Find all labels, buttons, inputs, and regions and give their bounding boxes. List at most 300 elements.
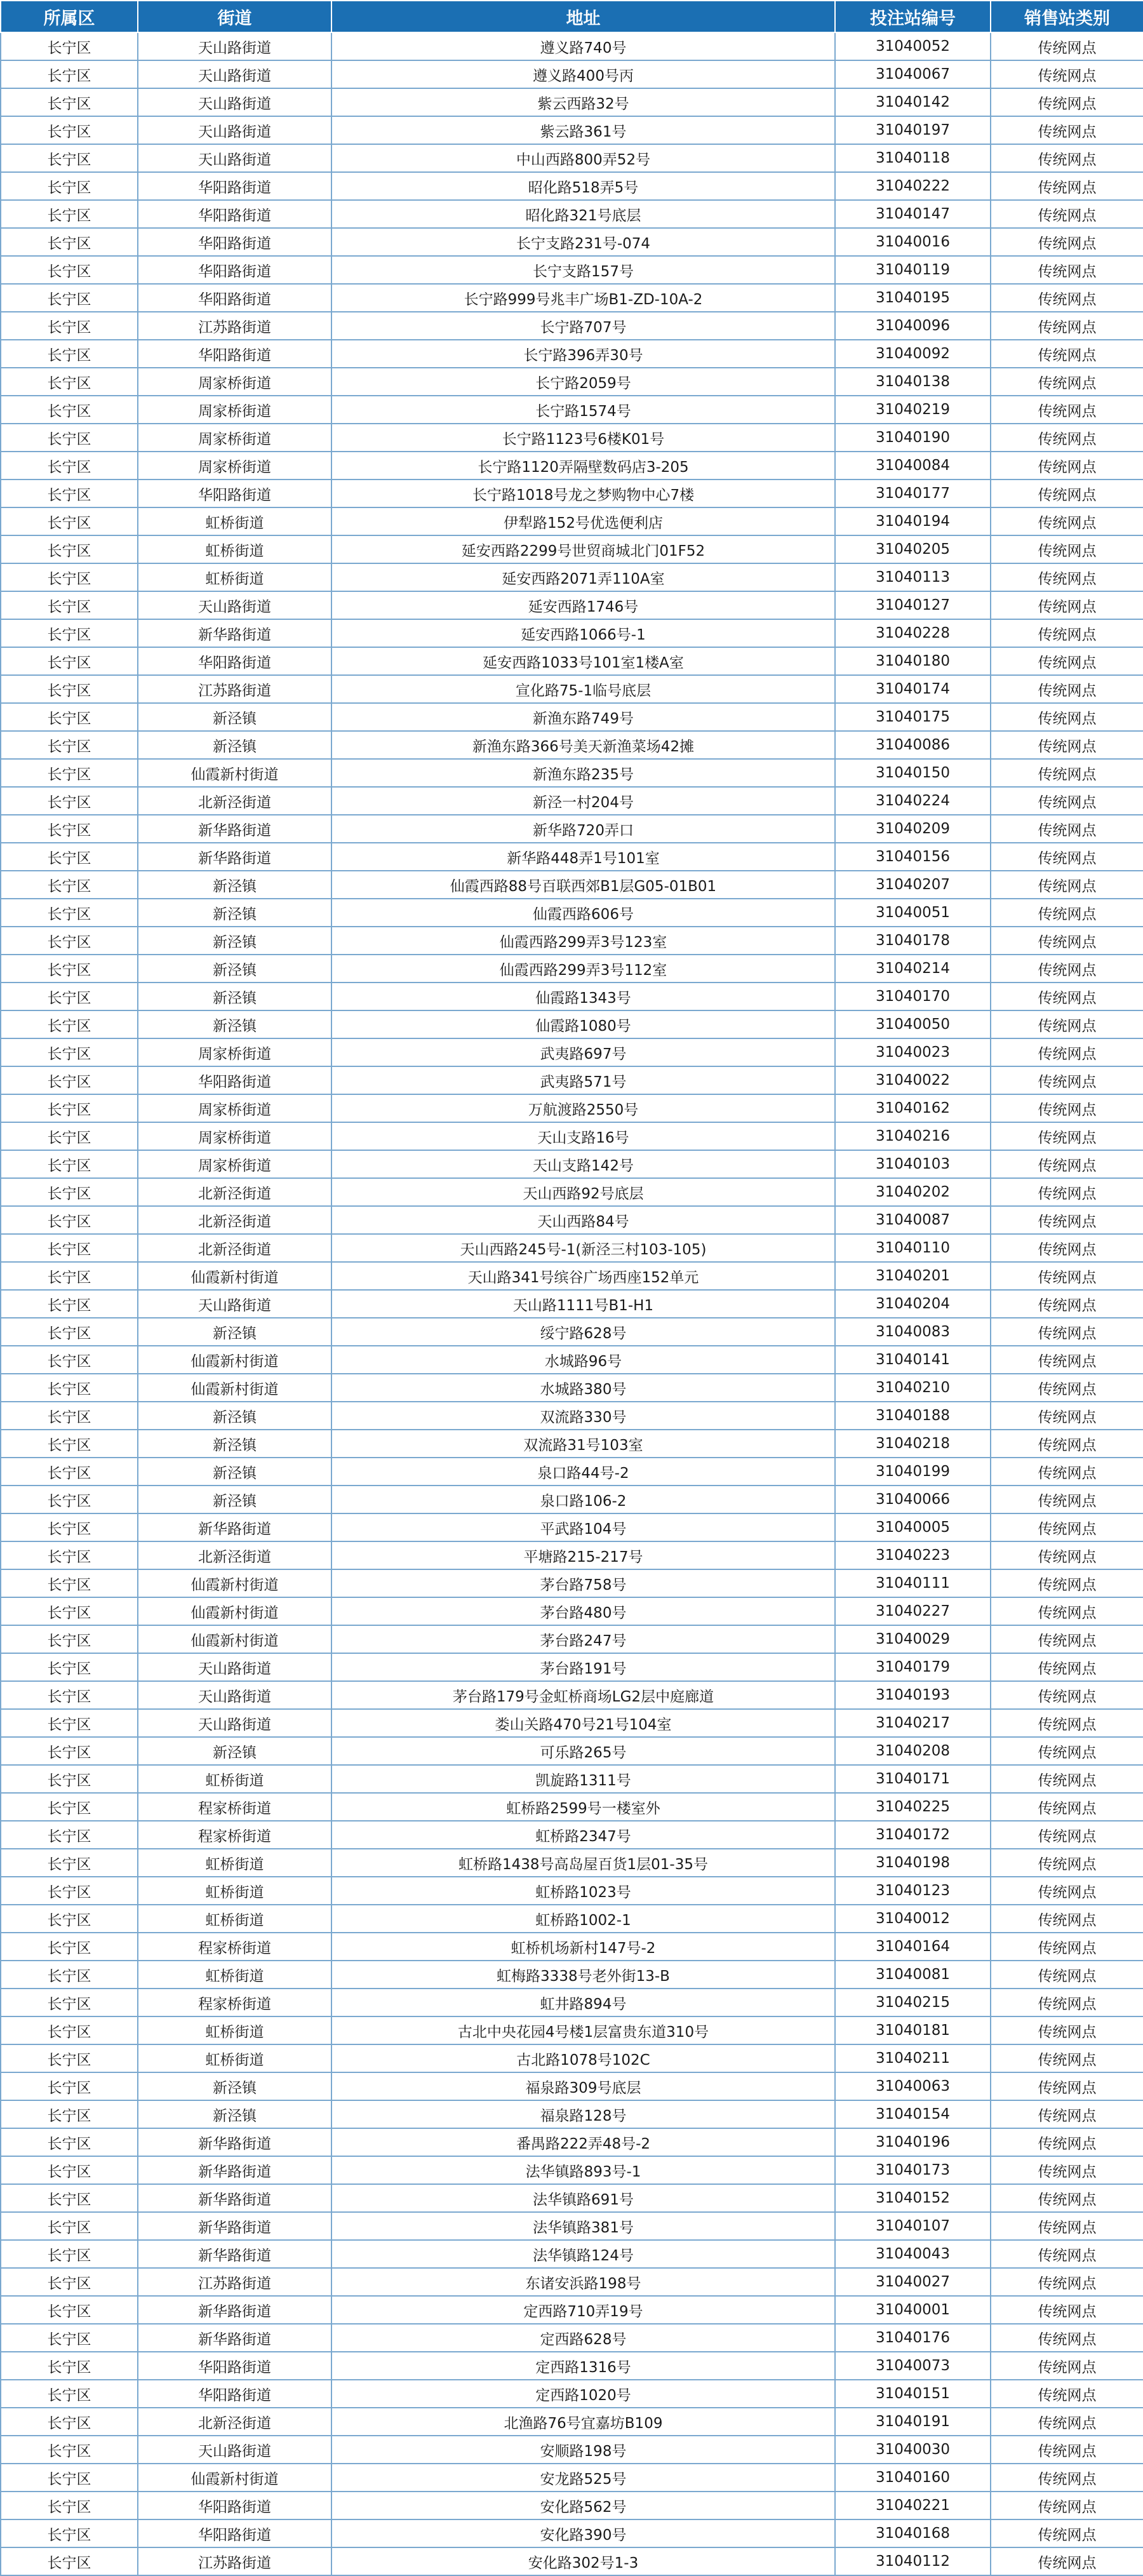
street-cell: 北新泾街道 [138,1178,331,1206]
address-cell: 新渔东路235号 [331,759,835,787]
address-cell: 定西路1020号 [331,2380,835,2408]
address-cell: 长宁支路157号 [331,256,835,284]
station-number-cell: 31040066 [835,1486,991,1513]
station-number-cell: 31040218 [835,1430,991,1458]
district-cell: 长宁区 [1,2156,138,2184]
street-cell: 新泾镇 [138,2072,331,2100]
table-row [1,1374,1143,1402]
station-number-cell: 31040084 [835,452,991,480]
station-type-cell: 传统网点 [991,927,1143,955]
table-row [1,2547,1143,2575]
address-cell: 凯旋路1311号 [331,1765,835,1793]
address-cell: 长宁路999号兆丰广场B1-ZD-10A-2 [331,284,835,312]
station-type-cell: 传统网点 [991,703,1143,731]
station-number-cell: 31040215 [835,1989,991,2016]
address-cell: 仙霞西路299弄3号112室 [331,955,835,983]
address-cell: 茅台路247号 [331,1625,835,1653]
district-cell: 长宁区 [1,2240,138,2268]
street-cell: 天山路街道 [138,2436,331,2464]
street-cell: 虹桥街道 [138,563,331,591]
table-row [1,256,1143,284]
table-row [1,116,1143,144]
address-cell: 茅台路191号 [331,1653,835,1681]
district-cell: 长宁区 [1,1821,138,1849]
station-type-cell: 传统网点 [991,2156,1143,2184]
street-cell: 新泾镇 [138,1458,331,1486]
station-number-cell: 31040194 [835,507,991,535]
address-cell: 虹桥路2599号一楼室外 [331,1793,835,1821]
station-type-cell: 传统网点 [991,1625,1143,1653]
table-row [1,927,1143,955]
address-cell: 昭化路518弄5号 [331,172,835,200]
table-row [1,1290,1143,1318]
address-cell: 茅台路179号金虹桥商场LG2层中庭廊道 [331,1681,835,1709]
table-row [1,1933,1143,1961]
table-row [1,480,1143,507]
table-row [1,88,1143,116]
station-number-cell: 31040142 [835,88,991,116]
table-row [1,1262,1143,1290]
district-cell: 长宁区 [1,1653,138,1681]
station-type-cell: 传统网点 [991,396,1143,424]
station-type-cell: 传统网点 [991,507,1143,535]
street-cell: 华阳路街道 [138,256,331,284]
station-type-cell: 传统网点 [991,2547,1143,2575]
table-row [1,1458,1143,1486]
station-type-cell: 传统网点 [991,1374,1143,1402]
station-number-cell: 31040023 [835,1038,991,1066]
station-number-cell: 31040123 [835,1877,991,1905]
street-cell: 周家桥街道 [138,1094,331,1122]
station-number-cell: 31040177 [835,480,991,507]
table-row [1,1541,1143,1569]
district-cell: 长宁区 [1,1989,138,2016]
street-cell: 新泾镇 [138,927,331,955]
station-type-cell: 传统网点 [991,1597,1143,1625]
district-cell: 长宁区 [1,815,138,843]
table-row [1,2016,1143,2044]
table-row [1,759,1143,787]
station-type-cell: 传统网点 [991,2296,1143,2324]
address-cell: 法华镇路124号 [331,2240,835,2268]
district-cell: 长宁区 [1,1877,138,1905]
station-number-cell: 31040201 [835,1262,991,1290]
station-type-cell: 传统网点 [991,1793,1143,1821]
table-row [1,2296,1143,2324]
table-row [1,1905,1143,1933]
address-cell: 仙霞路1343号 [331,983,835,1010]
district-cell: 长宁区 [1,591,138,619]
district-cell: 长宁区 [1,1150,138,1178]
address-cell: 安化路562号 [331,2492,835,2519]
station-number-cell: 31040118 [835,144,991,172]
table-row [1,2268,1143,2296]
district-cell: 长宁区 [1,1905,138,1933]
district-cell: 长宁区 [1,1765,138,1793]
table-row [1,1821,1143,1849]
station-type-cell: 传统网点 [991,1430,1143,1458]
station-number-cell: 31040217 [835,1709,991,1737]
table-row [1,1010,1143,1038]
address-cell: 紫云西路32号 [331,88,835,116]
station-type-cell: 传统网点 [991,228,1143,256]
district-cell: 长宁区 [1,1486,138,1513]
street-cell: 虹桥街道 [138,507,331,535]
street-cell: 天山路街道 [138,88,331,116]
station-number-cell: 31040224 [835,787,991,815]
address-cell: 新渔东路749号 [331,703,835,731]
district-cell: 长宁区 [1,1541,138,1569]
station-type-cell: 传统网点 [991,955,1143,983]
district-cell: 长宁区 [1,1513,138,1541]
street-cell: 天山路街道 [138,60,331,88]
station-number-cell: 31040214 [835,955,991,983]
station-number-cell: 31040063 [835,2072,991,2100]
street-cell: 新泾镇 [138,2100,331,2128]
district-cell: 长宁区 [1,2464,138,2492]
street-cell: 周家桥街道 [138,368,331,396]
station-number-cell: 31040005 [835,1513,991,1541]
station-type-cell: 传统网点 [991,2492,1143,2519]
station-type-cell: 传统网点 [991,1066,1143,1094]
station-type-cell: 传统网点 [991,2324,1143,2352]
table-row [1,591,1143,619]
station-type-cell: 传统网点 [991,1094,1143,1122]
address-cell: 茅台路480号 [331,1597,835,1625]
district-cell: 长宁区 [1,2268,138,2296]
station-type-cell: 传统网点 [991,1849,1143,1877]
street-cell: 新华路街道 [138,2128,331,2156]
street-cell: 华阳路街道 [138,647,331,675]
street-cell: 虹桥街道 [138,1961,331,1989]
district-cell: 长宁区 [1,1318,138,1346]
street-cell: 华阳路街道 [138,2352,331,2380]
district-cell: 长宁区 [1,1681,138,1709]
table-row [1,787,1143,815]
address-cell: 遵义路740号 [331,32,835,60]
station-type-cell: 传统网点 [991,1905,1143,1933]
station-number-cell: 31040160 [835,2464,991,2492]
table-row [1,1737,1143,1765]
street-cell: 新泾镇 [138,1486,331,1513]
table-row [1,2100,1143,2128]
street-cell: 新泾镇 [138,983,331,1010]
street-cell: 江苏路街道 [138,2547,331,2575]
address-cell: 长宁路1574号 [331,396,835,424]
street-cell: 新华路街道 [138,2184,331,2212]
street-cell: 天山路街道 [138,1653,331,1681]
district-cell: 长宁区 [1,1849,138,1877]
address-cell: 娄山关路470号21号104室 [331,1709,835,1737]
table-row [1,1122,1143,1150]
street-cell: 华阳路街道 [138,480,331,507]
street-cell: 天山路街道 [138,116,331,144]
district-cell: 长宁区 [1,1346,138,1374]
station-number-cell: 31040051 [835,899,991,927]
street-cell: 周家桥街道 [138,424,331,452]
station-number-cell: 31040043 [835,2240,991,2268]
station-number-cell: 31040210 [835,1374,991,1402]
station-number-cell: 31040083 [835,1318,991,1346]
district-cell: 长宁区 [1,2128,138,2156]
district-cell: 长宁区 [1,1374,138,1402]
station-number-cell: 31040147 [835,200,991,228]
street-cell: 天山路街道 [138,1709,331,1737]
station-type-cell: 传统网点 [991,1010,1143,1038]
address-cell: 天山支路142号 [331,1150,835,1178]
address-cell: 虹桥机场新村147号-2 [331,1933,835,1961]
street-cell: 新华路街道 [138,2212,331,2240]
station-number-cell: 31040174 [835,675,991,703]
district-cell: 长宁区 [1,535,138,563]
address-cell: 仙霞西路299弄3号123室 [331,927,835,955]
table-row [1,2436,1143,2464]
station-number-cell: 31040173 [835,2156,991,2184]
street-cell: 天山路街道 [138,144,331,172]
district-cell: 长宁区 [1,200,138,228]
district-cell: 长宁区 [1,1066,138,1094]
table-row [1,2519,1143,2547]
station-type-cell: 传统网点 [991,2464,1143,2492]
station-number-cell: 31040086 [835,731,991,759]
address-cell: 双流路31号103室 [331,1430,835,1458]
station-number-cell: 31040179 [835,1653,991,1681]
table-row [1,172,1143,200]
district-cell: 长宁区 [1,647,138,675]
station-type-cell: 传统网点 [991,2044,1143,2072]
street-cell: 新华路街道 [138,2324,331,2352]
station-number-cell: 31040162 [835,1094,991,1122]
district-cell: 长宁区 [1,2408,138,2436]
header-row [1,1,1143,32]
address-cell: 定西路628号 [331,2324,835,2352]
address-cell: 定西路710弄19号 [331,2296,835,2324]
district-cell: 长宁区 [1,871,138,899]
address-cell: 武夷路571号 [331,1066,835,1094]
station-number-cell: 31040195 [835,284,991,312]
address-cell: 长宁支路231号-074 [331,228,835,256]
table-row [1,1318,1143,1346]
table-row [1,1513,1143,1541]
table-row [1,396,1143,424]
station-number-cell: 31040127 [835,591,991,619]
table-row [1,2156,1143,2184]
street-cell: 仙霞新村街道 [138,1262,331,1290]
street-cell: 仙霞新村街道 [138,1374,331,1402]
table-row [1,2352,1143,2380]
street-cell: 华阳路街道 [138,172,331,200]
station-type-cell: 传统网点 [991,2408,1143,2436]
district-cell: 长宁区 [1,1625,138,1653]
station-number-cell: 31040207 [835,871,991,899]
station-number-cell: 31040168 [835,2519,991,2547]
station-type-cell: 传统网点 [991,368,1143,396]
station-number-cell: 31040178 [835,927,991,955]
street-cell: 新泾镇 [138,955,331,983]
station-type-cell: 传统网点 [991,284,1143,312]
address-cell: 平武路104号 [331,1513,835,1541]
street-cell: 虹桥街道 [138,1877,331,1905]
station-type-cell: 传统网点 [991,647,1143,675]
district-cell: 长宁区 [1,2380,138,2408]
station-number-cell: 31040191 [835,2408,991,2436]
district-cell: 长宁区 [1,340,138,368]
station-type-cell: 传统网点 [991,172,1143,200]
table-row [1,1569,1143,1597]
table-row [1,1653,1143,1681]
table-row [1,815,1143,843]
table-row [1,843,1143,871]
address-cell: 安化路390号 [331,2519,835,2547]
station-number-cell: 31040119 [835,256,991,284]
station-type-cell: 传统网点 [991,1541,1143,1569]
table-row [1,2380,1143,2408]
station-number-cell: 31040171 [835,1765,991,1793]
header-station-number: 投注站编号 [835,1,991,32]
district-cell: 长宁区 [1,1122,138,1150]
address-cell: 虹井路894号 [331,1989,835,2016]
street-cell: 天山路街道 [138,591,331,619]
address-cell: 昭化路321号底层 [331,200,835,228]
station-type-cell: 传统网点 [991,1458,1143,1486]
address-cell: 伊犁路152号优选便利店 [331,507,835,535]
address-cell: 法华镇路893号-1 [331,2156,835,2184]
address-cell: 天山路341号缤谷广场西座152单元 [331,1262,835,1290]
address-cell: 长宁路2059号 [331,368,835,396]
address-cell: 虹桥路1023号 [331,1877,835,1905]
address-cell: 仙霞西路88号百联西郊B1层G05-01B01 [331,871,835,899]
station-number-cell: 31040223 [835,1541,991,1569]
street-cell: 江苏路街道 [138,312,331,340]
street-cell: 新泾镇 [138,1318,331,1346]
address-cell: 绥宁路628号 [331,1318,835,1346]
station-number-cell: 31040175 [835,703,991,731]
street-cell: 华阳路街道 [138,200,331,228]
street-cell: 新泾镇 [138,1737,331,1765]
station-number-cell: 31040202 [835,1178,991,1206]
table-row [1,563,1143,591]
station-type-cell: 传统网点 [991,1346,1143,1374]
street-cell: 江苏路街道 [138,2268,331,2296]
district-cell: 长宁区 [1,703,138,731]
street-cell: 虹桥街道 [138,1849,331,1877]
station-type-cell: 传统网点 [991,2436,1143,2464]
station-number-cell: 31040152 [835,2184,991,2212]
address-cell: 延安西路1066号-1 [331,619,835,647]
station-type-cell: 传统网点 [991,2100,1143,2128]
station-type-cell: 传统网点 [991,480,1143,507]
station-type-cell: 传统网点 [991,340,1143,368]
district-cell: 长宁区 [1,507,138,535]
street-cell: 新华路街道 [138,843,331,871]
station-type-cell: 传统网点 [991,88,1143,116]
table-row [1,1989,1143,2016]
street-cell: 新泾镇 [138,703,331,731]
address-cell: 新华路720弄口 [331,815,835,843]
district-cell: 长宁区 [1,2016,138,2044]
station-number-cell: 31040027 [835,2268,991,2296]
table-row [1,507,1143,535]
street-cell: 仙霞新村街道 [138,2464,331,2492]
address-cell: 东诸安浜路198号 [331,2268,835,2296]
station-type-cell: 传统网点 [991,1737,1143,1765]
district-cell: 长宁区 [1,1206,138,1234]
station-number-cell: 31040092 [835,340,991,368]
address-cell: 双流路330号 [331,1402,835,1430]
station-type-cell: 传统网点 [991,312,1143,340]
district-cell: 长宁区 [1,1793,138,1821]
table-row [1,1681,1143,1709]
table-row [1,1234,1143,1262]
address-cell: 可乐路265号 [331,1737,835,1765]
district-cell: 长宁区 [1,88,138,116]
station-type-cell: 传统网点 [991,256,1143,284]
table-row [1,2408,1143,2436]
station-type-cell: 传统网点 [991,1122,1143,1150]
table-row [1,1765,1143,1793]
station-number-cell: 31040170 [835,983,991,1010]
street-cell: 新华路街道 [138,2240,331,2268]
address-cell: 虹梅路3338号老外街13-B [331,1961,835,1989]
table-row [1,955,1143,983]
station-number-cell: 31040209 [835,815,991,843]
street-cell: 仙霞新村街道 [138,759,331,787]
district-cell: 长宁区 [1,1597,138,1625]
street-cell: 北新泾街道 [138,1541,331,1569]
station-number-cell: 31040180 [835,647,991,675]
address-cell: 天山支路16号 [331,1122,835,1150]
address-cell: 武夷路697号 [331,1038,835,1066]
station-type-cell: 传统网点 [991,2016,1143,2044]
station-type-cell: 传统网点 [991,899,1143,927]
street-cell: 新泾镇 [138,1010,331,1038]
table-row [1,228,1143,256]
station-number-cell: 31040208 [835,1737,991,1765]
table-row [1,2044,1143,2072]
street-cell: 华阳路街道 [138,2492,331,2519]
street-cell: 华阳路街道 [138,340,331,368]
station-type-cell: 传统网点 [991,1513,1143,1541]
street-cell: 新泾镇 [138,1402,331,1430]
street-cell: 新华路街道 [138,1513,331,1541]
district-cell: 长宁区 [1,2352,138,2380]
street-cell: 华阳路街道 [138,1066,331,1094]
table-row [1,1625,1143,1653]
station-type-cell: 传统网点 [991,1653,1143,1681]
district-cell: 长宁区 [1,1094,138,1122]
station-number-cell: 31040096 [835,312,991,340]
street-cell: 虹桥街道 [138,2016,331,2044]
address-cell: 万航渡路2550号 [331,1094,835,1122]
address-cell: 延安西路2299号世贸商城北门01F52 [331,535,835,563]
station-number-cell: 31040205 [835,535,991,563]
address-cell: 天山西路84号 [331,1206,835,1234]
address-cell: 延安西路1746号 [331,591,835,619]
station-type-cell: 传统网点 [991,843,1143,871]
table-row [1,871,1143,899]
table-row [1,2240,1143,2268]
station-number-cell: 31040197 [835,116,991,144]
station-number-cell: 31040110 [835,1234,991,1262]
station-type-cell: 传统网点 [991,2240,1143,2268]
district-cell: 长宁区 [1,2436,138,2464]
station-number-cell: 31040103 [835,1150,991,1178]
district-cell: 长宁区 [1,368,138,396]
table-row [1,1793,1143,1821]
station-type-cell: 传统网点 [991,1318,1143,1346]
table-row [1,703,1143,731]
district-cell: 长宁区 [1,1458,138,1486]
